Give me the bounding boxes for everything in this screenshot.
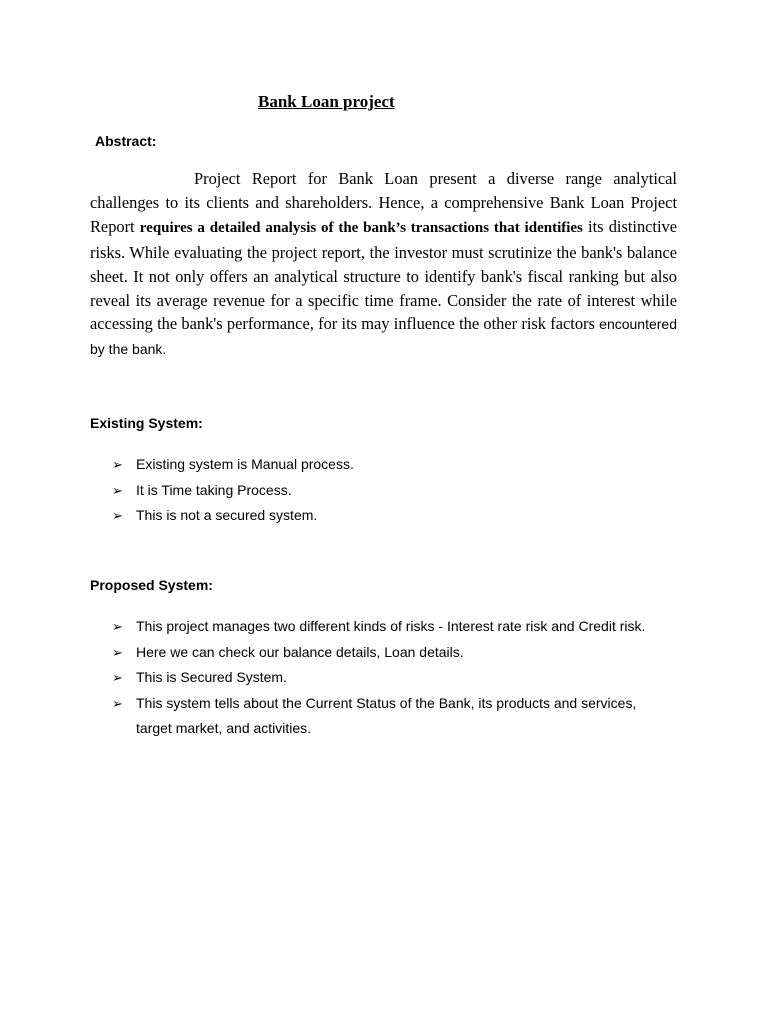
- list-item: [112, 503, 652, 529]
- list-item: [112, 452, 652, 478]
- list-item-text: Existing system is Manual process.: [136, 456, 354, 472]
- existing-system-heading: Existing System:: [90, 415, 203, 431]
- proposed-system-heading: Proposed System:: [90, 577, 213, 593]
- arrowhead-bullet-icon: ➢: [112, 508, 123, 524]
- list-item-text: This is Secured System.: [136, 669, 287, 686]
- abstract-heading: Abstract:: [95, 133, 157, 149]
- list-item-text: This project manages two different kinds of risks - Interest rate risk and Credit risk.: [136, 618, 646, 634]
- arrowhead-bullet-icon: ➢: [112, 670, 123, 686]
- abstract-text-part-1: Project Report for Bank Loan present a diverse range analytical challenges to its clients and shareholders. Hence, a comprehensive Bank Loan Project Report: [90, 169, 677, 236]
- document-title: Bank Loan project: [258, 92, 395, 111]
- abstract-text-end: encountered by the bank.: [90, 316, 677, 358]
- arrowhead-bullet-icon: ➢: [112, 695, 123, 711]
- list-item-text: It is Time taking Process.: [136, 481, 292, 498]
- abstract-text-bold: requires a detailed analysis of the bank’s transactions that identifies: [139, 219, 583, 236]
- list-item-text: Here we can check our balance details, Loan details.: [136, 643, 464, 660]
- list-item: [112, 478, 652, 504]
- abstract-text-part-2: its distinctive risks. While evaluating the project report, the investor must scrutinize the bank's balance sheet. It not only offers an analytical structure to identify bank's fiscal ranking but also reveal its average revenue for a specific time frame. Consider the rate of interest while accessing the bank's performance, for its may influence the other risk factors: [90, 216, 677, 334]
- proposed-system-list: [112, 614, 652, 742]
- existing-system-list: [112, 452, 652, 529]
- arrowhead-bullet-icon: ➢: [112, 644, 123, 660]
- abstract-paragraph: [90, 167, 677, 362]
- list-item: [112, 614, 652, 640]
- list-item: [112, 665, 652, 691]
- list-item: [112, 640, 652, 666]
- arrowhead-bullet-icon: ➢: [112, 619, 123, 634]
- arrowhead-bullet-icon: ➢: [112, 482, 123, 498]
- list-item-text: This system tells about the Current Status of the Bank, its products and services, target market, and activities.: [136, 694, 637, 737]
- list-item: [112, 691, 652, 742]
- arrowhead-bullet-icon: ➢: [112, 457, 123, 472]
- list-item-text: This is not a secured system.: [136, 507, 318, 524]
